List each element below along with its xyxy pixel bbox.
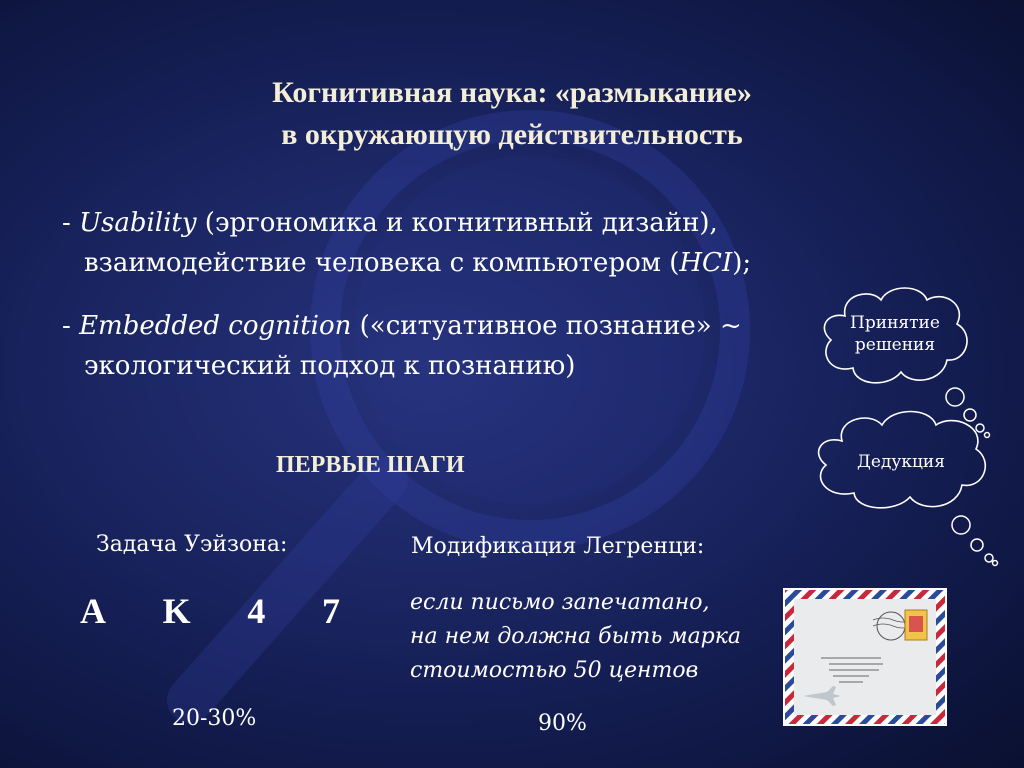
wason-percent: 20-30% bbox=[172, 706, 257, 731]
bullet-dash: - bbox=[62, 311, 80, 341]
bullet-usability bbox=[62, 203, 822, 283]
title-line-2: в окружающую действительность bbox=[281, 118, 743, 151]
hci-suffix: ); bbox=[732, 248, 752, 278]
usability-term: Usability bbox=[79, 208, 197, 238]
bullet-usability-line2 bbox=[62, 243, 822, 283]
envelope-image bbox=[783, 588, 947, 726]
cloud-decision-making bbox=[815, 282, 975, 390]
legrenzi-percent: 90% bbox=[538, 711, 587, 736]
thought-bubbles-lower bbox=[945, 510, 1005, 570]
legrenzi-rule bbox=[410, 586, 770, 688]
cloud-decision-label bbox=[815, 312, 975, 356]
title-line-1: Когнитивная наука: «размыкание» bbox=[272, 76, 752, 109]
embedded-term: Embedded cognition bbox=[79, 311, 352, 341]
usability-text: (эргономика и когнитивный дизайн), bbox=[196, 208, 718, 238]
decision-line-2: решения bbox=[854, 335, 936, 355]
hci-prefix: взаимодействие человека с компьютером ( bbox=[84, 248, 680, 278]
slide-title bbox=[0, 72, 1024, 156]
card-7: 7 bbox=[321, 591, 340, 631]
stamp-icon bbox=[905, 610, 927, 640]
card-4: 4 bbox=[247, 591, 266, 631]
bullet-embedded-line2: экологический подход к познанию) bbox=[84, 351, 576, 381]
decision-line-1: Принятие bbox=[850, 313, 940, 333]
rule-line: на нем должна быть марка bbox=[410, 624, 742, 649]
bullet-embedded-cognition bbox=[62, 306, 822, 386]
legrenzi-label: Модификация Легренци: bbox=[411, 534, 705, 559]
rule-line: если письмо запечатано, bbox=[410, 590, 710, 615]
card-a: A bbox=[80, 591, 106, 631]
embedded-text: («ситуативное познание» ~ bbox=[351, 311, 742, 341]
bullet-dash: - bbox=[62, 208, 80, 238]
section-heading: ПЕРВЫЕ ШАГИ bbox=[276, 452, 465, 478]
card-k: K bbox=[162, 591, 191, 631]
cloud-deduction-label: Дедукция bbox=[857, 452, 945, 472]
wason-cards bbox=[80, 590, 340, 632]
rule-line: стоимостью 50 центов bbox=[410, 658, 699, 683]
cloud-deduction bbox=[808, 405, 994, 515]
hci-term: HCI bbox=[679, 248, 733, 278]
wason-label: Задача Уэйзона: bbox=[96, 532, 288, 557]
